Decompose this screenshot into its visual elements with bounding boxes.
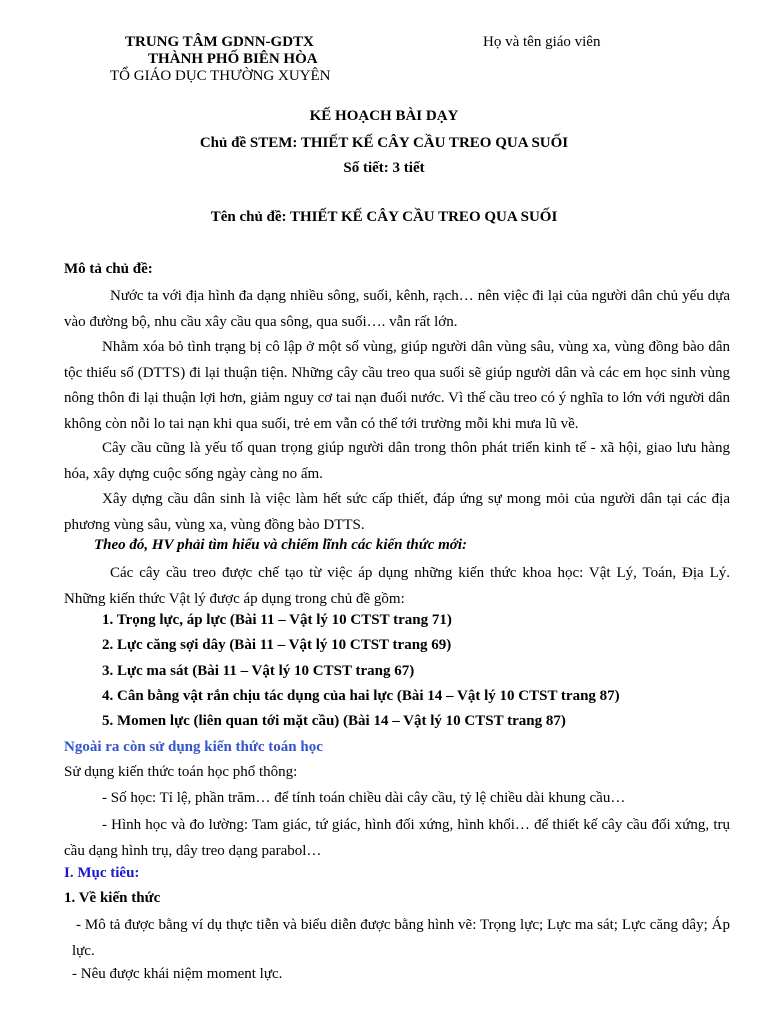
paragraph-5: Các cây cầu treo được chế tạo từ việc áp dụng những kiến thức khoa học: Vật Lý, Toán, Địa Lý. Những kiến thức Vật lý được áp dụng trong chủ đề gồm: [64,565,730,607]
paragraph-3: Cây cầu cũng là yếu tố quan trọng giúp người dân trong thôn phát triển kinh tế - xã hội, giao lưu hàng hóa, xây dựng cuộc sống ngày càng no ấm. [64,440,730,482]
list-item: 1. Trọng lực, áp lực (Bài 11 – Vật lý 10 CTST trang 71) [102,612,452,628]
objective-2: - Nêu được khái niệm moment lực. [72,966,283,982]
doc-topic: Chủ đề STEM: THIẾT KẾ CÂY CẦU TREO QUA SUỐI [199,135,569,151]
math-bullet-2: - Hình học và đo lường: Tam giác, tứ giác, hình đối xứng, hình khối… để thiết kế cây cầu đối xứng, trụ cầu dạng hình trụ, dây treo dạng parabol… [64,817,730,859]
list-item: 3. Lực ma sát (Bài 11 – Vật lý 10 CTST trang 67) [102,663,415,679]
objectives-heading: I. Mục tiêu: [64,865,140,881]
math-intro: Sử dụng kiến thức toán học phổ thông: [64,764,298,780]
description-heading: Mô tả chủ đề: [64,261,153,277]
knowledge-subheading: 1. Về kiến thức [64,890,161,906]
knowledge-heading: Theo đó, HV phải tìm hiểu và chiếm lĩnh các kiến thức mới: [94,537,468,553]
paragraph-2: Nhằm xóa bỏ tình trạng bị cô lập ở một số vùng, giúp người dân vùng sâu, vùng xa, vùng đồng bào dân tộc thiểu số (DTTS) đi lại thuận tiện. Những cây cầu treo qua suối sẽ giúp người dân và các em học sinh vùng nông thôn đi lại thuận lợi hơn, giảm nguy cơ tai nạn đuối nước. Vì thế cầu treo có ý nghĩa to lớn với người dân không còn nỗi lo tai nạn khi qua suối, trẻ em vẫn có thể tới trường mỗi khi mưa lũ về. [64,339,730,432]
topic-name: Tên chủ đề: THIẾT KẾ CÂY CẦU TREO QUA SUỐI [210,209,558,225]
paragraph-1: Nước ta với địa hình đa dạng nhiều sông, suối, kênh, rạch… nên việc đi lại của người dân chủ yếu dựa vào đường bộ, nhu cầu xây cầu qua sông, qua suối…. vẫn rất lớn. [64,288,730,330]
doc-periods: Số tiết: 3 tiết [343,160,425,176]
school-name: TRUNG TÂM GDNN-GDTX [125,34,314,50]
objective-1: - Mô tả được bằng ví dụ thực tiễn và biểu diễn được bằng hình vẽ: Trọng lực; Lực ma sát; Lực căng dây; Áp lực. [72,917,730,959]
list-item: 2. Lực căng sợi dây (Bài 11 – Vật lý 10 CTST trang 69) [102,637,452,653]
department-name: TỔ GIÁO DỤC THƯỜNG XUYÊN [110,68,331,84]
teacher-name-label: Họ và tên giáo viên [483,34,601,50]
paragraph-4: Xây dựng cầu dân sinh là việc làm hết sức cấp thiết, đáp ứng sự mong mỏi của người dân tại các địa phương vùng sâu, vùng xa, vùng đồng bào DTTS. [64,491,730,533]
math-heading: Ngoài ra còn sử dụng kiến thức toán học [64,739,323,755]
list-item: 5. Momen lực (liên quan tới mặt cầu) (Bài 14 – Vật lý 10 CTST trang 87) [102,713,566,729]
doc-title: KẾ HOẠCH BÀI DẠY [309,108,459,124]
list-item: 4. Cân bằng vật rắn chịu tác dụng của hai lực (Bài 14 – Vật lý 10 CTST trang 87) [102,688,620,704]
math-bullet-1: - Số học: Tỉ lệ, phần trăm… để tính toán chiều dài cây cầu, tỷ lệ chiều dài khung cầu… [102,790,626,806]
city-name: THÀNH PHỐ BIÊN HÒA [148,51,318,67]
